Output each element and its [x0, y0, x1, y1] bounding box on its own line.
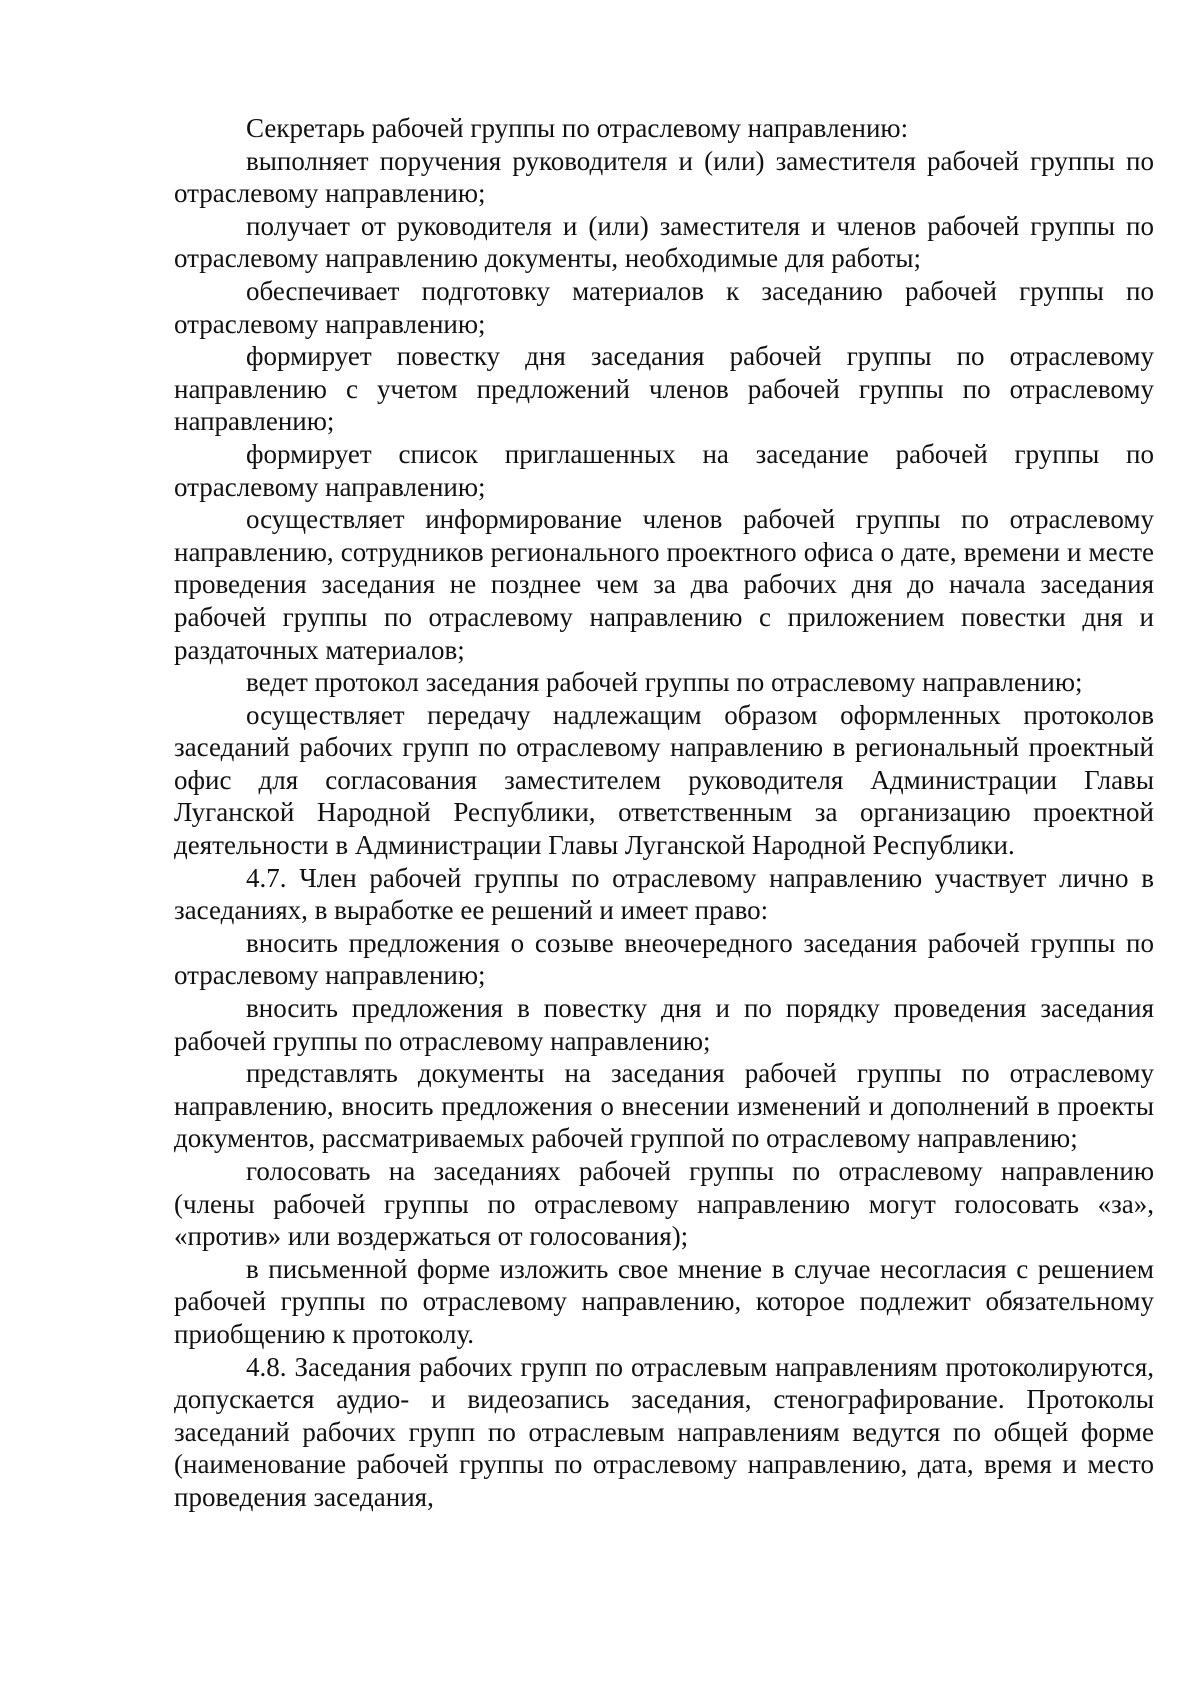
paragraph-right-agenda-proposals: вносить предложения в повестку дня и по порядку проведения заседания рабочей группы по отраслевому направлению; — [174, 993, 1154, 1056]
paragraph-duty-agenda: формирует повестку дня заседания рабочей группы по отраслевому направлению с учетом предложений членов рабочей группы по отраслевому направлению; — [174, 341, 1154, 437]
paragraph-duty-minutes: ведет протокол заседания рабочей группы по отраслевому направлению; — [246, 667, 1083, 698]
paragraph-duty-instructions: выполняет поручения руководителя и (или) заместителя рабочей группы по отраслевому направлению; — [174, 145, 1154, 209]
paragraph-right-dissent: в письменной форме изложить свое мнение в случае несогласия с решением рабочей группы по отраслевому направлению, которое подлежит обязательному приобщению к протоколу. — [174, 1253, 1154, 1349]
paragraph-section-4-8: 4.8. Заседания рабочих групп по отраслевым направлениям протоколируются, допускается аудио- и видеозапись заседания, стенографирование. Протоколы заседаний рабочих групп по отраслевым направлениям ведутся по общей форме (наименование рабочей группы по отраслевому направлению, дата, время и место проведения заседания, — [174, 1351, 1154, 1512]
paragraph-right-submit-documents: представлять документы на заседания рабочей группы по отраслевому направлению, вносить предложения о внесении изменений и дополнений в проекты документов, рассматриваемых рабочей группой по отраслевому направлению; — [174, 1058, 1154, 1154]
paragraph-duty-informing: осуществляет информирование членов рабочей группы по отраслевому направлению, сотрудников регионального проектного офиса о дате, времени и месте проведения заседания не позднее чем за два рабочих дня до начала заседания рабочей группы по отраслевому направлению с приложением повестки дня и раздаточных материалов; — [174, 504, 1154, 665]
paragraph-duty-prepare-materials: обеспечивает подготовку материалов к заседанию рабочей группы по отраслевому направлению; — [174, 275, 1154, 339]
document-page — [174, 112, 1154, 1514]
paragraph-right-extraordinary-meeting: вносить предложения о созыве внеочередного заседания рабочей группы по отраслевому направлению; — [174, 927, 1154, 991]
paragraph-section-4-7: 4.7. Член рабочей группы по отраслевому направлению участвует лично в заседаниях, в выработке ее решений и имеет право: — [174, 862, 1154, 926]
paragraph-duty-transfer-protocols: осуществляет передачу надлежащим образом оформленных протоколов заседаний рабочих групп по отраслевому направлению в региональный проектный офис для согласования заместителем руководителя Администрации Главы Луганской Народной Республики, ответственным за организацию проектной деятельности в Администрации Главы Луганской Народной Республики. — [174, 699, 1154, 861]
paragraph-duty-receive-documents: получает от руководителя и (или) заместителя и членов рабочей группы по отраслевому направлению документы, необходимые для работы; — [174, 210, 1154, 274]
paragraph-secretary-heading: Секретарь рабочей группы по отраслевому направлению: — [246, 113, 909, 143]
paragraph-right-vote: голосовать на заседаниях рабочей группы по отраслевому направлению (члены рабочей группы по отраслевому направлению могут голосовать «за», «против» или воздержаться от голосования); — [174, 1156, 1154, 1252]
paragraph-duty-invitees: формирует список приглашенных на заседание рабочей группы по отраслевому направлению; — [174, 438, 1154, 502]
